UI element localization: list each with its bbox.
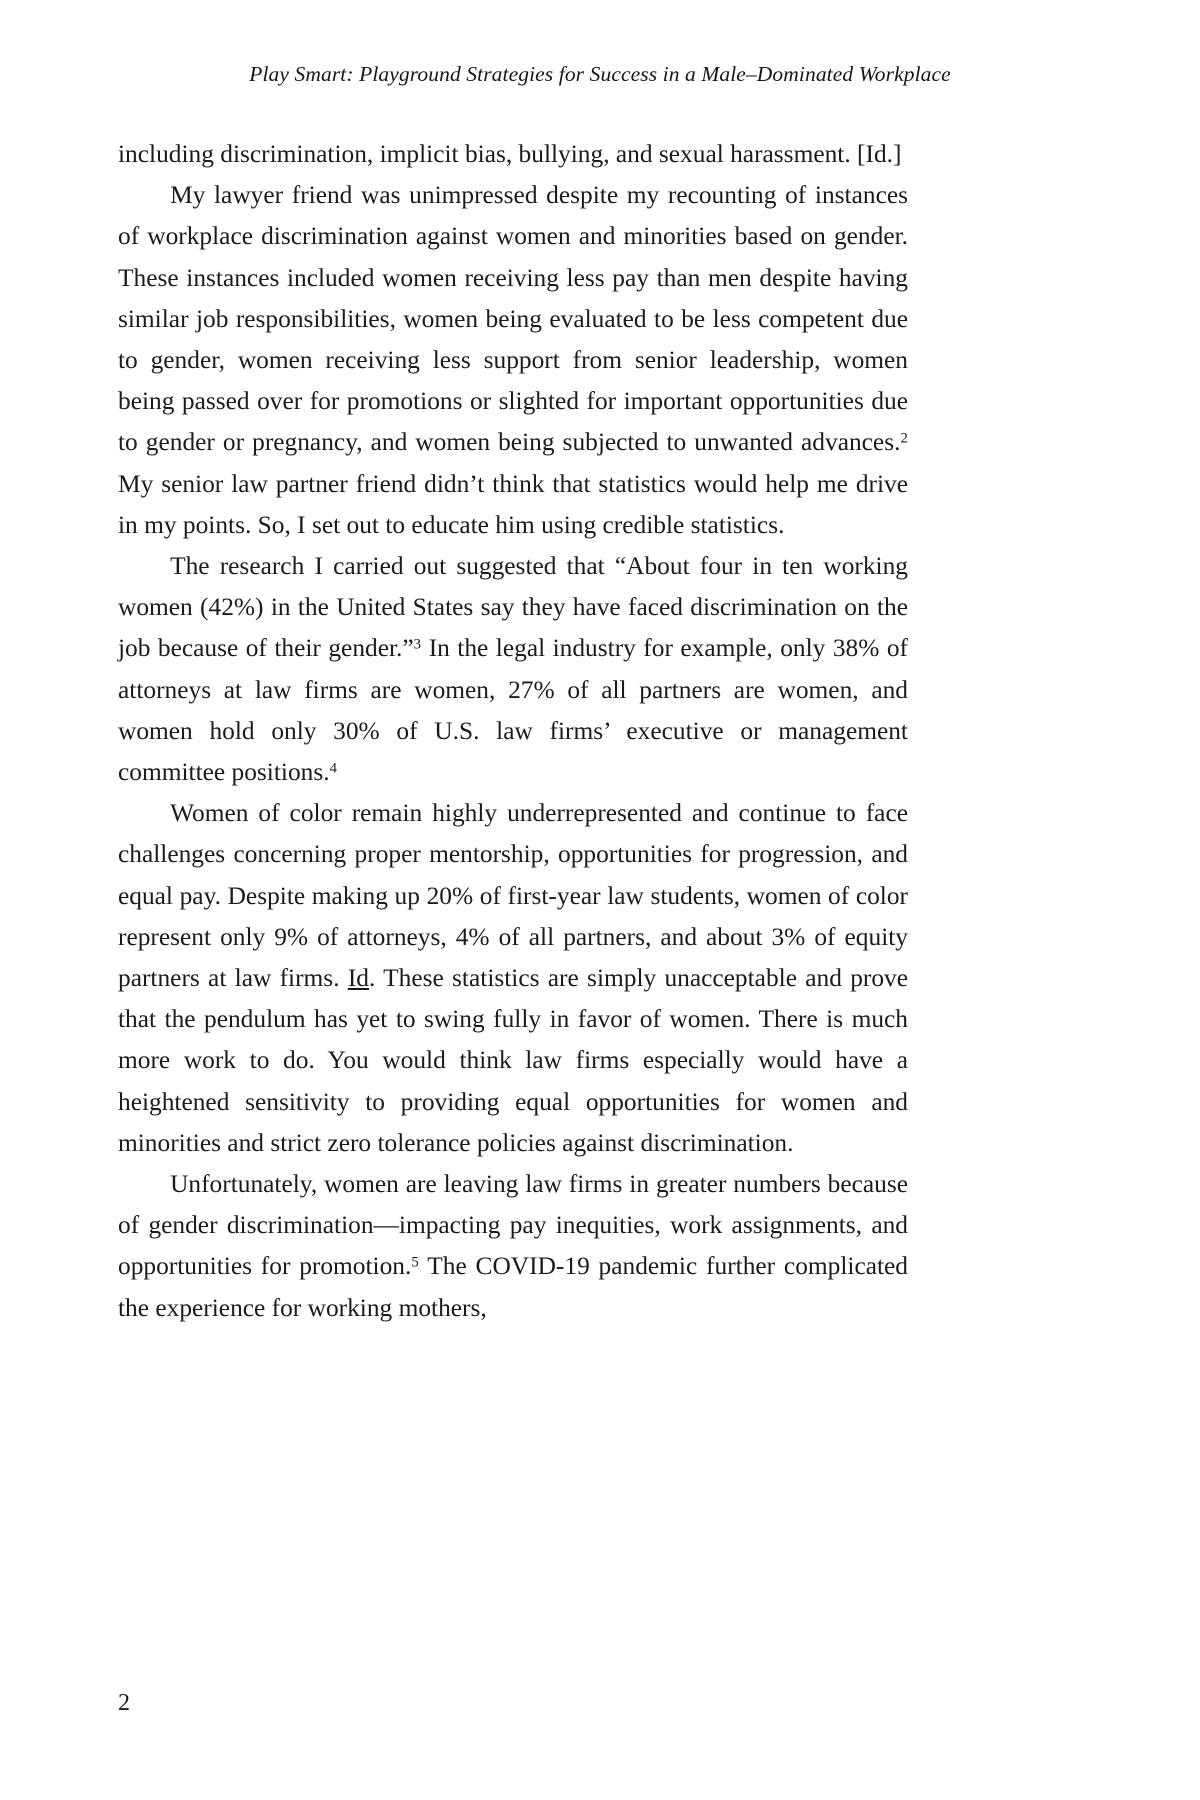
body-text-block <box>118 134 908 1329</box>
footnote-marker-4[interactable]: 4 <box>329 760 338 777</box>
para-women-of-color: Women of color remain highly underrepresented and continue to face challenges concerning proper mentorship, opportunities for progression, and equal pay. Despite making up 20% of first-year law students, women of color represent only 9% of attorneys, 4% of all partners, and about 3% of equity partners at law firms. Id. These statistics are simply unacceptable and prove that the pendulum has yet to swing fully in favor of women. There is much more work to do. You would think law firms especially would have a heightened sensitivity to providing equal opportunities for women and minorities and strict zero tolerance policies against discrimination. <box>118 799 909 1157</box>
page-number: 2 <box>118 1690 130 1716</box>
footnote-marker-5[interactable]: 5 <box>411 1255 419 1272</box>
para-unfortunately: Unfortunately, women are leaving law firms in greater numbers because of gender discrimination—impacting pay inequities, work assignments, and opportunities for promotion.$^5$ The COVID-19 pandemic further complicated the experience for working mothers, <box>118 1170 909 1322</box>
running-head: Play Smart: Playground Strategies for Success in a Male–Dominated Workplace <box>249 62 951 86</box>
footnote-marker-2[interactable]: 2 <box>900 431 908 448</box>
para-research: The research I carried out suggested that “About four in ten working women (42%) in the United States say they have faced discrimination on the job because of their gender.”$^3$ In the legal industry for example, only 38% of attorneys at law firms are women, 27% of all partners are women, and women hold only 30% of U.S. law firms’ executive or management committee positions.$^4$ <box>118 552 908 787</box>
para-lawyer-friend: My lawyer friend was unimpressed despite my recounting of instances of workplace discrimination against women and minorities based on gender. These instances included women receiving less pay than men despite having similar job responsibilities, women being evaluated to be less competent due to gender, women receiving less support from senior leadership, women being passed over for promotions or slighted for important opportunities due to gender or pregnancy, and women being subjected to unwanted advances.$^2$ My senior law partner friend didn’t think that statistics would help me drive in my points. So, I set out to educate him using credible statistics. <box>118 181 908 539</box>
footnote-marker-3[interactable]: 3 <box>413 637 422 654</box>
citation-id-reference: Id <box>347 964 369 993</box>
para-continuation: including discrimination, implicit bias, bullying, and sexual harassment. [Id.] <box>118 140 902 168</box>
